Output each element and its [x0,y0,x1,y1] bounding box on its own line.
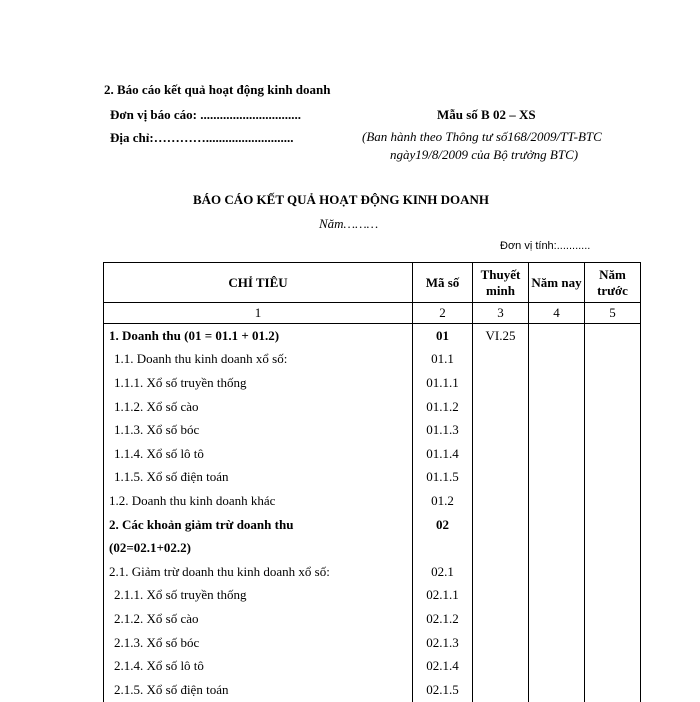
row-last-year [585,418,641,442]
row-code: 01.1 [413,348,473,372]
row-this-year [529,513,585,537]
report-title: BÁO CÁO KẾT QUẢ HOẠT ĐỘNG KINH DOANH [193,192,490,207]
row-this-year [529,631,585,655]
row-label: (02=02.1+02.2) [104,536,413,560]
row-last-year [585,607,641,631]
table-row [104,607,641,631]
header-indicator: CHỈ TIÊU [104,263,413,303]
table-row [104,584,641,608]
table-row [104,489,641,513]
row-label: 2.1. Giảm trừ doanh thu kinh doanh xổ số: [104,560,413,584]
row-code: 02.1 [413,560,473,584]
row-note [473,607,529,631]
table-row [104,442,641,466]
currency-unit: Đơn vị tính:........... [500,240,591,252]
year-line: Năm……… [319,216,379,231]
row-note [473,371,529,395]
row-last-year [585,371,641,395]
row-code: 01.1.3 [413,418,473,442]
row-this-year [529,371,585,395]
row-note [473,631,529,655]
header-code: Mã số [413,263,473,303]
table-row [104,324,641,348]
header-last-year: Năm trước [585,263,641,303]
row-last-year [585,584,641,608]
row-last-year [585,489,641,513]
row-this-year [529,536,585,560]
table-row [104,371,641,395]
table-row [104,654,641,678]
table-row [104,513,641,537]
row-note [473,418,529,442]
row-this-year [529,489,585,513]
row-note [473,560,529,584]
row-last-year [585,395,641,419]
header-this-year: Năm nay [529,263,585,303]
row-code: 01.1.1 [413,371,473,395]
row-code: 01.2 [413,489,473,513]
row-code [413,536,473,560]
issuance-note-line1: (Ban hành theo Thông tư số168/2009/TT-BTC [362,129,602,144]
table-row [104,466,641,490]
row-last-year [585,536,641,560]
row-code: 01.1.4 [413,442,473,466]
row-note [473,654,529,678]
column-number-cell: 5 [585,303,641,324]
row-last-year [585,678,641,702]
table-row [104,418,641,442]
row-label: 2.1.4. Xổ số lô tô [104,654,413,678]
row-label: 2.1.2. Xổ số cào [104,607,413,631]
reporting-unit-line: Đơn vị báo cáo: ............................... [110,107,302,122]
row-code: 02.1.2 [413,607,473,631]
row-note [473,442,529,466]
row-last-year [585,466,641,490]
row-note [473,513,529,537]
row-note [473,678,529,702]
row-code: 01.1.2 [413,395,473,419]
row-this-year [529,324,585,348]
table-row [104,536,641,560]
row-note [473,466,529,490]
address-line: Địa chỉ:…………........................... [110,130,294,145]
row-label: 1.1.4. Xổ số lô tô [104,442,413,466]
column-number-cell: 2 [413,303,473,324]
row-this-year [529,418,585,442]
row-label: 1.1.3. Xổ số bóc [104,418,413,442]
column-number-row [104,303,641,324]
row-label: 2. Các khoản giảm trừ doanh thu [104,513,413,537]
table-row [104,395,641,419]
table-header-row [104,263,641,303]
table-row [104,348,641,372]
form-code: Mẫu số B 02 – XS [437,107,536,122]
row-label: 2.1.3. Xổ số bóc [104,631,413,655]
row-code: 02 [413,513,473,537]
issuance-note-line2: ngày19/8/2009 của Bộ trưởng BTC) [390,147,579,162]
row-label: 2.1.1. Xổ số truyền thống [104,584,413,608]
row-this-year [529,395,585,419]
table-row [104,678,641,702]
row-last-year [585,324,641,348]
row-code: 02.1.3 [413,631,473,655]
row-code: 02.1.5 [413,678,473,702]
column-number-cell: 4 [529,303,585,324]
row-this-year [529,442,585,466]
row-label: 2.1.5. Xổ số điện toán [104,678,413,702]
column-number-cell: 1 [104,303,413,324]
row-label: 1.2. Doanh thu kinh doanh khác [104,489,413,513]
row-note [473,348,529,372]
row-last-year [585,654,641,678]
row-last-year [585,631,641,655]
row-this-year [529,348,585,372]
row-code: 02.1.1 [413,584,473,608]
row-code: 02.1.4 [413,654,473,678]
row-label: 1.1.2. Xổ số cào [104,395,413,419]
report-table [103,262,641,702]
row-last-year [585,442,641,466]
row-last-year [585,348,641,372]
table-row [104,560,641,584]
row-this-year [529,584,585,608]
row-note [473,489,529,513]
row-this-year [529,466,585,490]
row-this-year [529,560,585,584]
row-note: VI.25 [473,324,529,348]
section-heading: 2. Báo cáo kết quả hoạt động kinh doanh [104,82,331,97]
row-label: 1.1.1. Xổ số truyền thống [104,371,413,395]
row-label: 1.1. Doanh thu kinh doanh xổ số: [104,348,413,372]
row-code: 01 [413,324,473,348]
row-code: 01.1.5 [413,466,473,490]
row-note [473,395,529,419]
row-label: 1.1.5. Xổ số điện toán [104,466,413,490]
column-number-cell: 3 [473,303,529,324]
row-label: 1. Doanh thu (01 = 01.1 + 01.2) [104,324,413,348]
row-note [473,584,529,608]
row-last-year [585,560,641,584]
row-this-year [529,607,585,631]
row-note [473,536,529,560]
row-this-year [529,654,585,678]
header-note: Thuyết minh [473,263,529,303]
row-this-year [529,678,585,702]
table-row [104,631,641,655]
row-last-year [585,513,641,537]
